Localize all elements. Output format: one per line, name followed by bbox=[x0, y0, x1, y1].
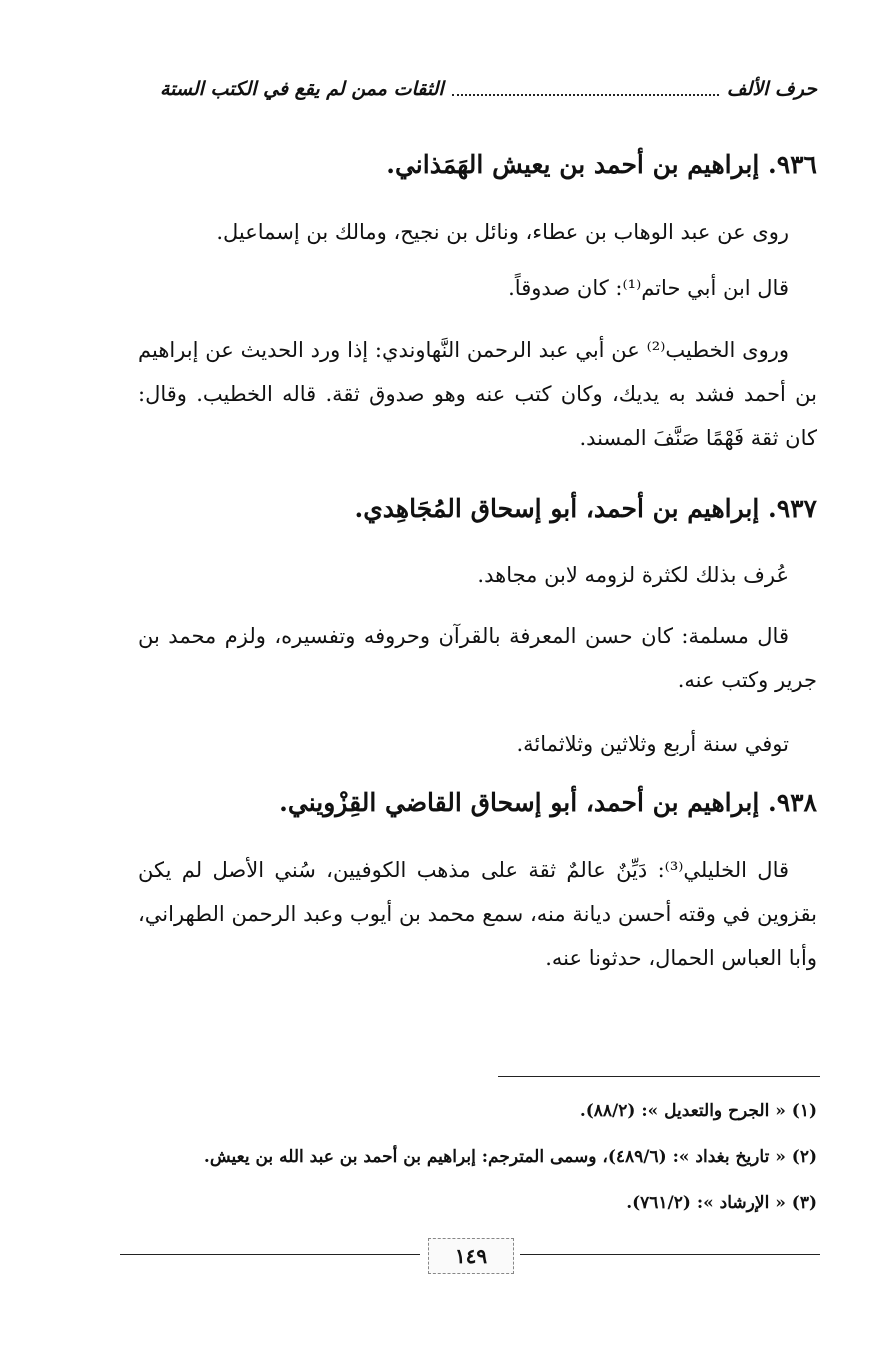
page-number: ١٤٩ bbox=[428, 1238, 514, 1274]
footer-rule-left bbox=[120, 1254, 420, 1255]
header-dots bbox=[452, 82, 719, 96]
entry-937-paragraph-1: عُرف بذلك لكثرة لزومه لابن مجاهد. bbox=[477, 563, 789, 587]
footer-rule-right bbox=[520, 1254, 820, 1255]
entry-938-paragraph-1: قال الخليلي⁽³⁾: دَيِّنٌ عالمٌ ثقة على مذهب الكوفيين، سُني الأصل لم يكن بقزوين في وقته أحسن ديانة منه، سمع محمد بن أيوب وعبد الرحمن الطهراني، وأبا العباس الحمال، حدثونا عنه. bbox=[138, 858, 817, 970]
running-header bbox=[160, 78, 817, 100]
entry-936-paragraph-1: روى عن عبد الوهاب بن عطاء، ونائل بن نجيح، ومالك بن إسماعيل. bbox=[216, 220, 789, 244]
entry-936-paragraph-3: وروى الخطيب⁽²⁾ عن أبي عبد الرحمن النَّهاوندي: إذا ورد الحديث عن إبراهيم بن أحمد فشد به يديك، وكان كتب عنه وهو صدوق ثقة. قاله الخطيب. وقال: كان ثقة فَهْمًا صَنَّفَ المسند. bbox=[138, 338, 817, 450]
footnote-separator bbox=[498, 1076, 820, 1077]
entry-936-paragraph-2: قال ابن أبي حاتم⁽¹⁾: كان صدوقاً. bbox=[508, 276, 789, 300]
entry-title-937: ٩٣٧. إبراهيم بن أحمد، أبو إسحاق المُجَاهِدي. bbox=[354, 494, 817, 523]
entry-937-paragraph-3: توفي سنة أربع وثلاثين وثلاثمائة. bbox=[516, 732, 789, 756]
entry-937-paragraph-2: قال مسلمة: كان حسن المعرفة بالقرآن وحروفه وتفسيره، ولزم محمد بن جرير وكتب عنه. bbox=[138, 624, 817, 692]
entry-title-936: ٩٣٦. إبراهيم بن أحمد بن يعيش الهَمَذاني. bbox=[386, 150, 817, 179]
footnote-1: (١) « الجرح والتعديل »: (٨٨/٢). bbox=[579, 1101, 817, 1121]
footnote-2: (٢) « تاريخ بغداد »: (٤٨٩/٦)، وسمى المترجم: إبراهيم بن أحمد بن عبد الله بن يعيش. bbox=[203, 1147, 817, 1167]
footnote-3: (٣) « الإرشاد »: (٧٦١/٢). bbox=[626, 1193, 817, 1213]
entry-title-938: ٩٣٨. إبراهيم بن أحمد، أبو إسحاق القاضي القِزْويني. bbox=[279, 788, 817, 817]
book-title: الثقات ممن لم يقع في الكتب الستة bbox=[160, 78, 444, 100]
chapter-heading: حرف الألف bbox=[726, 78, 817, 100]
